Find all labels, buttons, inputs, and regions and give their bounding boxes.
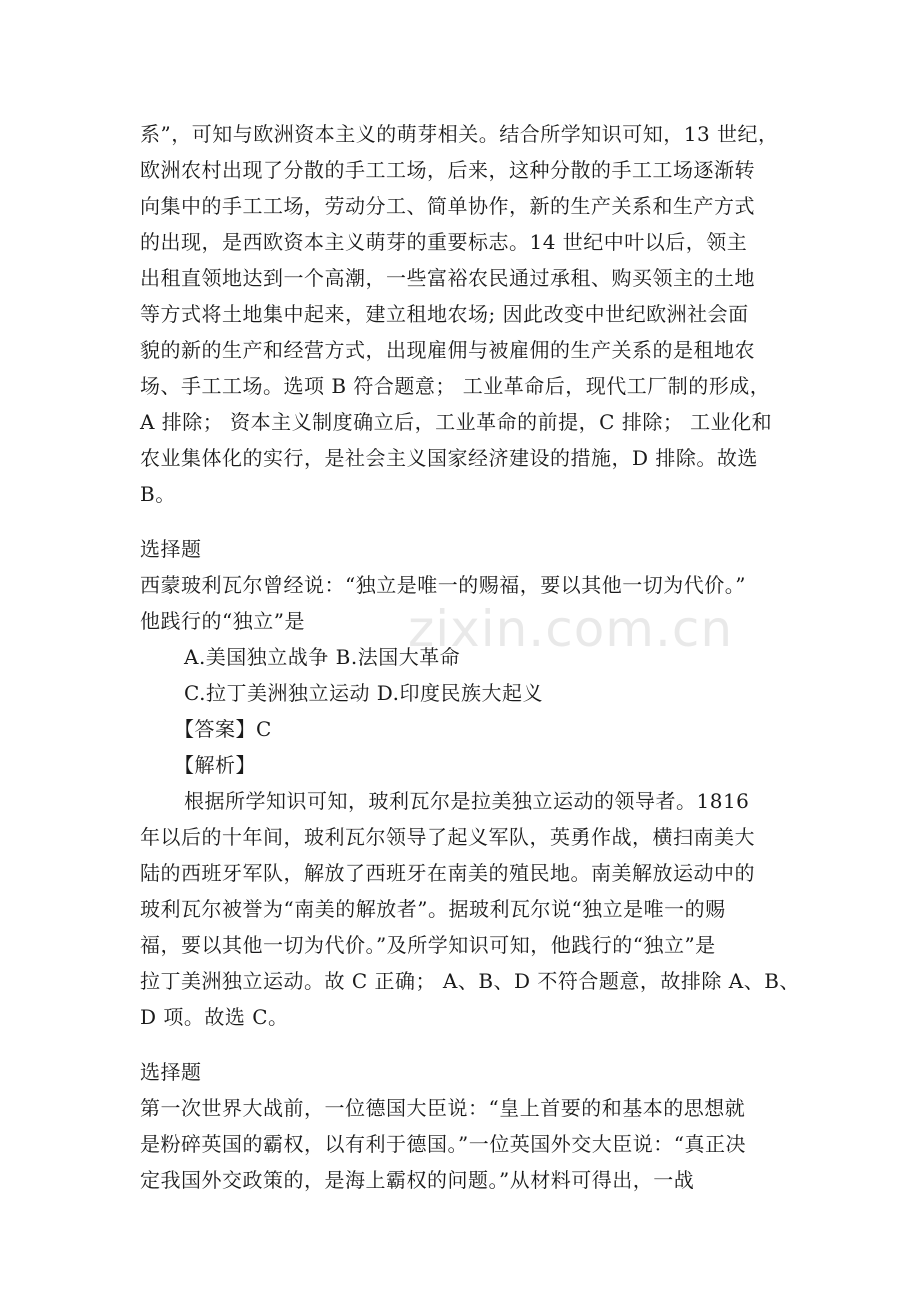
question-stem-line: 西蒙玻利瓦尔曾经说：“独立是唯一的赐福，要以其他一切为代价。” — [140, 573, 746, 597]
paragraph-line: 等方式将土地集中起来，建立租地农场; 因此改变中世纪欧洲社会面 — [140, 302, 749, 326]
analysis-line: 陆的西班牙军队，解放了西班牙在南美的殖民地。南美解放运动中的 — [140, 861, 755, 885]
answer-options-line: C.拉丁美洲独立运动 D.印度民族大起义 — [184, 681, 543, 705]
analysis-line: 福，要以其他一切为代价。”及所学知识可知，他践行的“独立”是 — [140, 933, 716, 957]
answer-options-line: A.美国独立战争 B.法国大革命 — [184, 645, 461, 669]
paragraph-line: A 排除； 资本主义制度确立后，工业革命的前提，C 排除； 工业化和 — [140, 410, 773, 434]
paragraph-line: 的出现，是西欧资本主义萌芽的重要标志。14 世纪中叶以后，领主 — [140, 230, 748, 254]
analysis-line: D 项。故选 C。 — [140, 1005, 289, 1029]
analysis-line: 拉丁美洲独立运动。故 C 正确； A、B、D 不符合题意，故排除 A、B、 — [140, 969, 800, 993]
analysis-line: 根据所学知识可知，玻利瓦尔是拉美独立运动的领导者。1816 — [184, 789, 750, 813]
question-type-label: 选择题 — [140, 537, 202, 561]
paragraph-line: 貌的新的生产和经营方式，出现雇佣与被雇佣的生产关系的是租地农 — [140, 338, 755, 362]
answer-key: 【答案】C — [174, 717, 272, 741]
paragraph-line: 欧洲农村出现了分散的手工工场，后来，这种分散的手工工场逐渐转 — [140, 158, 755, 182]
analysis-line: 玻利瓦尔被誉为“南美的解放者”。据玻利瓦尔说“独立是唯一的赐 — [140, 897, 726, 921]
site-watermark: zixin.com.cn — [408, 600, 734, 658]
analysis-line: 年以后的十年间，玻利瓦尔领导了起义军队，英勇作战，横扫南美大 — [140, 825, 755, 849]
paragraph-line: 农业集体化的实行，是社会主义国家经济建设的措施，D 排除。故选 — [140, 446, 758, 470]
paragraph-line: 向集中的手工工场，劳动分工、简单协作，新的生产关系和生产方式 — [140, 194, 755, 218]
question-stem-line: 第一次世界大战前，一位德国大臣说：“皇上首要的和基本的思想就 — [140, 1096, 746, 1120]
question-stem-line: 是粉碎英国的霸权，以有利于德国。”一位英国外交大臣说：“真正决 — [140, 1132, 746, 1156]
paragraph-line: 系”，可知与欧洲资本主义的萌芽相关。结合所学知识可知，13 世纪， — [140, 122, 779, 146]
paragraph-line: B。 — [140, 482, 176, 506]
analysis-label: 【解析】 — [174, 753, 256, 777]
paragraph-line: 出租直领地达到一个高潮，一些富裕农民通过承租、购买领主的土地 — [140, 266, 755, 290]
paragraph-line: 场、手工工场。选项 B 符合题意； 工业革命后，现代工厂制的形成， — [140, 374, 771, 398]
question-stem-line: 他践行的“独立”是 — [140, 609, 305, 633]
question-stem-line: 定我国外交政策的，是海上霸权的问题。”从材料可得出，一战 — [140, 1168, 695, 1192]
question-type-label: 选择题 — [140, 1060, 202, 1084]
